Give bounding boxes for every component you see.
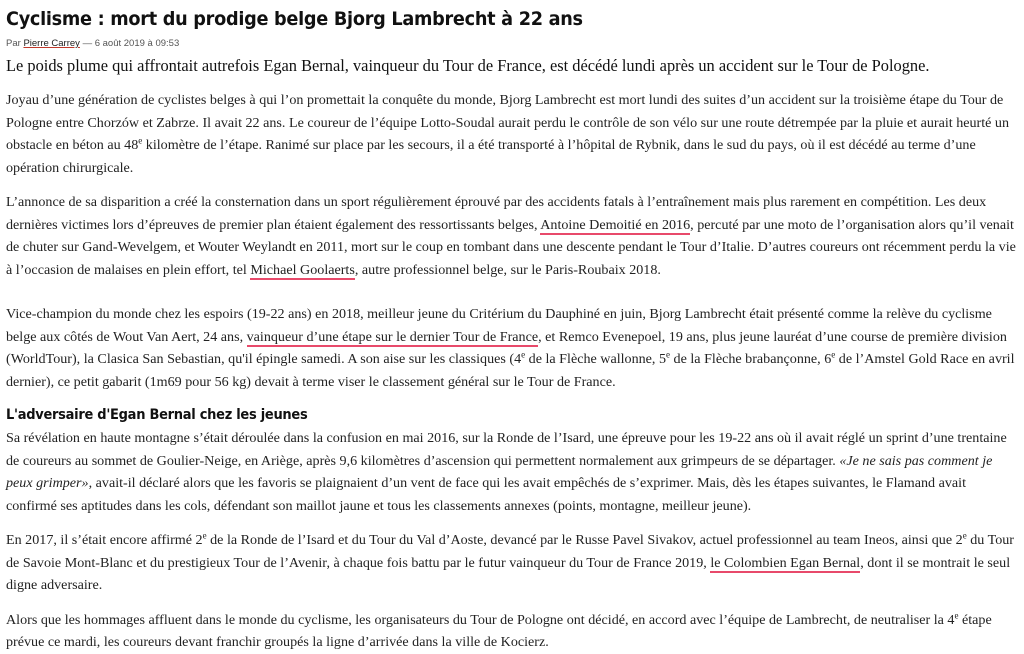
paragraph-4	[6, 427, 1016, 517]
p3-text-a: Vice-champion du monde chez les espoirs (19-22 ans) en 2018, meilleur jeune du Critérium du Dauphiné en juin, Bjorg Lambrecht était présenté comme la relève du cyclisme belge aux côtés de Wout Van Aert, 24 ans,	[6, 306, 992, 345]
section-subheading: L'adversaire d'Egan Bernal chez les jeunes	[6, 407, 308, 423]
p6-text-a: Alors que les hommages affluent dans le monde du cyclisme, les organisateurs du Tour de Pologne ont décidé, en accord avec l’équipe de Lambrecht, de neutraliser la 4	[6, 611, 955, 628]
article-title: Cyclisme : mort du prodige belge Bjorg Lambrecht à 22 ans	[6, 8, 583, 30]
p6-text-b: étape prévue ce mardi, les coureurs devant franchir groupés la ligne d’arrivée dans la ville de Kocierz.	[6, 611, 992, 650]
p3-text-e: de l’Amstel Gold Race en avril dernier), ce petit gabarit (1m69 pour 56 kg) devait à terme viser le classement général sur le Tour de France.	[6, 351, 1015, 390]
p1-text-a: Joyau d’une génération de cyclistes belges à qui l’on promettait la conquête du monde, Bjorg Lambrecht est mort lundi des suites d’un accident sur la troisième étape du Tour de Pologne entre Chorzów et Zabrze. Il avait 22 ans. Le coureur de l’équipe Lotto-Soudal aurait perdu le contrôle de son vélo sur une route détrempée par la pluie et aurait heurté un obstacle en béton au 48	[6, 92, 1010, 153]
p4-text-b: , avait-il déclaré alors que les favoris se plaignaient d’un vent de face qui les avait empêchés de s’exprimer. Mais, dès les étapes suivantes, le Flamand avait confirmé ses aptitudes dans les cols, défendant son maillot jaune et tous les classements annexes (points, montagne, meilleur jeune).	[6, 475, 967, 514]
p3-text-d: de la Flèche brabançonne, 6	[670, 351, 832, 367]
paragraph-2	[6, 191, 1016, 281]
p3-text-c: de la Flèche wallonne, 5	[525, 351, 667, 367]
p4-quote: «Je ne sais pas comment je peux grimper»	[6, 452, 993, 491]
p3-text-b: , et Remco Evenepoel, 19 ans, plus jeune lauréat d’une course de première division (WorldTour), la Clasica San Sebastian, qu'il épingle samedi. A son aise sur les classiques (4	[6, 328, 1007, 367]
p5-sup-2: e	[962, 530, 967, 541]
author-link[interactable]: Pierre Carrey	[23, 38, 80, 49]
article-lead: Le poids plume qui affrontait autrefois Egan Bernal, vainqueur du Tour de France, est décédé lundi après un accident sur le Tour de Pologne.	[6, 56, 930, 75]
paragraph-6	[6, 609, 1016, 654]
p2-text-b: , percuté par une moto de l’organisation alors qu’il venait de chuter sur Gand-Wevelgem, et Wouter Weylandt en 2011, mort sur le coup en tombant dans une descente pendant le Tour d’Italie. D’autres coureurs ont récemment perdu la vie à l’occasion de malaises en plein effort, tel	[6, 216, 1016, 278]
p3-sup-1: e	[521, 349, 526, 360]
paragraph-5	[6, 529, 1016, 597]
p2-text-c: , autre professionnel belge, sur le Paris-Roubaix 2018.	[354, 261, 661, 278]
link-antoine-demoitie[interactable]: Antoine Demoitié en 2016	[540, 216, 691, 233]
p5-text-a: En 2017, il s’était encore affirmé 2	[6, 532, 203, 548]
p4-text-a: Sa révélation en haute montagne s’était déroulée dans la confusion en mai 2016, sur la Ronde de l’Isard, une épreuve pour les 19-22 ans où il avait réglé un sprint d’une trentaine de coureurs au sommet de Goulier-Neige, en Ariège, après 9,6 kilomètres d’ascension qui permettent normalement aux grimpeurs de se départager.	[6, 430, 1007, 469]
p1-sup: e	[138, 135, 143, 146]
byline-date: — 6 août 2019 à 09:53	[82, 38, 180, 49]
paragraph-3	[6, 303, 1016, 393]
byline	[6, 38, 1016, 50]
p6-sup: e	[954, 609, 959, 620]
p3-sup-3: e	[831, 349, 836, 360]
p5-sup-1: e	[202, 530, 207, 541]
p5-text-c: du Tour de Savoie Mont-Blanc et du prestigieux Tour de l’Avenir, à chaque fois battu par le futur vainqueur du Tour de France 2019,	[6, 532, 1014, 571]
p5-text-b: de la Ronde de l’Isard et du Tour du Val d’Aoste, devancé par le Russe Pavel Sivakov, actuel professionnel au team Ineos, ainsi que 2	[206, 532, 963, 548]
p2-text-a: L’annonce de sa disparition a créé la consternation dans un sport régulièrement éprouvé par des accidents fatals à l’entraînement mais plus rarement en compétition. Les deux dernières victimes lors d’épreuves de premier plan étaient également des ressortissants belges,	[6, 194, 987, 233]
byline-prefix: Par	[6, 38, 21, 49]
p5-text-d: , dont il se montrait le seul digne adversaire.	[6, 554, 1011, 593]
link-wout-van-aert-stage[interactable]: vainqueur d’une étape sur le dernier Tour de France	[246, 328, 539, 345]
link-michael-goolaerts[interactable]: Michael Goolaerts	[250, 261, 355, 278]
p1-text-b: kilomètre de l’étape. Ranimé sur place par les secours, il a été transporté à l’hôpital de Rybnik, dans le sud du pays, où il est décédé au terme d’une opération chirurgicale.	[6, 137, 976, 176]
link-egan-bernal[interactable]: le Colombien Egan Bernal	[710, 554, 861, 571]
p3-sup-2: e	[666, 349, 671, 360]
paragraph-1	[6, 89, 1016, 179]
